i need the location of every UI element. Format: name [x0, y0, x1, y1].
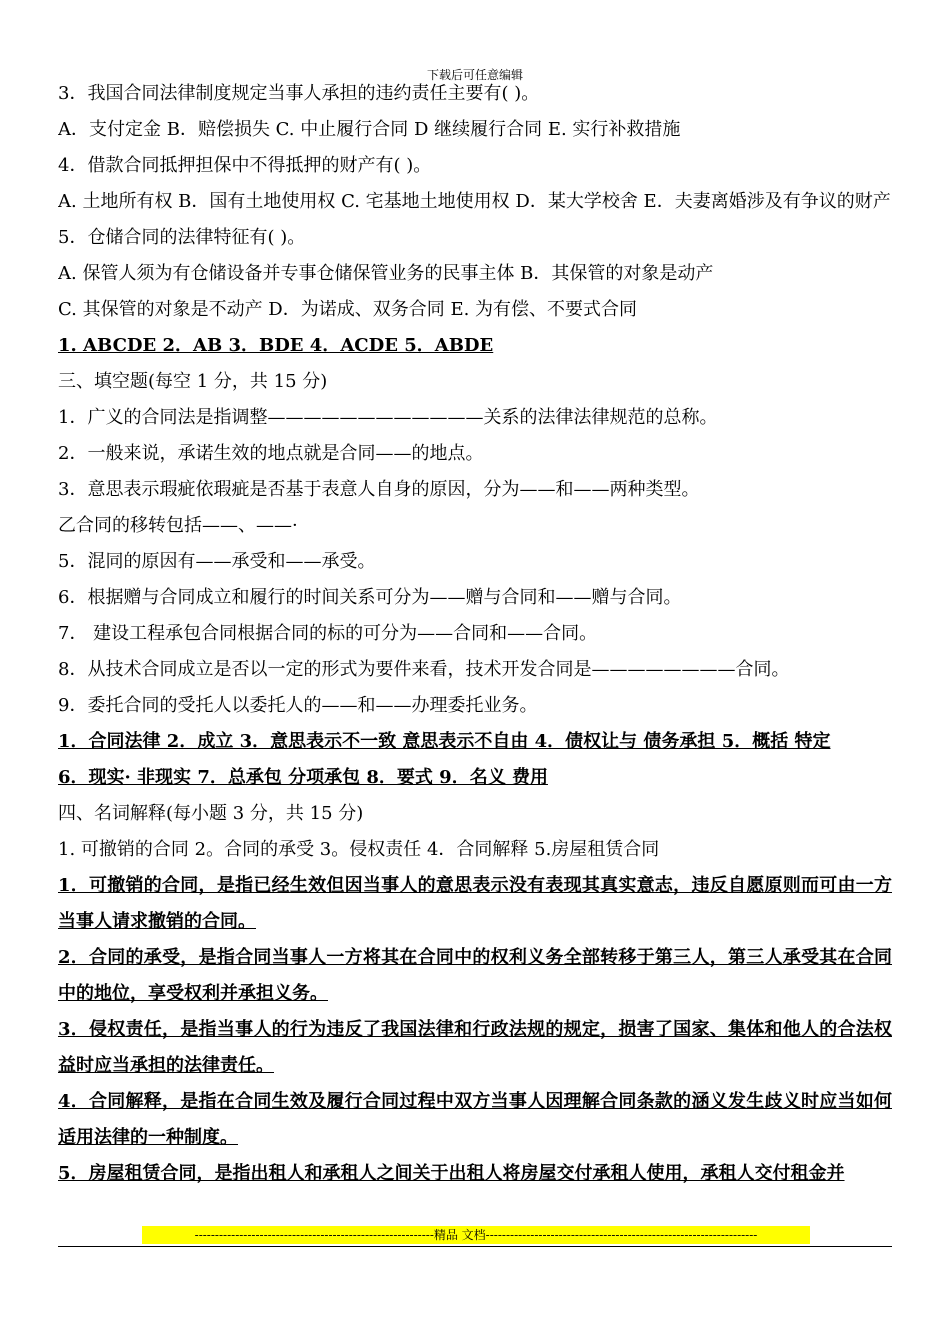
line-text: 7． 建设工程承包合同根据合同的标的可分为——合同和——合同。 — [58, 623, 598, 644]
text-line — [58, 220, 892, 256]
line-text: 4．合同解释，是指在合同生效及履行合同过程中双方当事人因理解合同条款的涵义发生歧义时应当如何适用法律的一种制度。 — [58, 1091, 892, 1148]
line-text: 乙合同的移转包括——、——· — [58, 515, 298, 536]
text-line — [58, 364, 892, 400]
answer-line — [58, 868, 892, 940]
text-line — [58, 508, 892, 544]
line-text: C. 其保管的对象是不动产 D．为诺成、双务合同 E. 为有偿、不要式合同 — [58, 299, 638, 320]
line-text: 5．仓储合同的法律特征有( )。 — [58, 227, 306, 248]
line-text: 三、填空题(每空 1 分，共 15 分) — [58, 371, 328, 392]
line-text: 1．可撤销的合同，是指已经生效但因当事人的意思表示没有表现其真实意志，违反自愿原则而可由一方当事人请求撤销的合同。 — [58, 875, 892, 932]
line-text: 5．房屋租赁合同，是指出租人和承租人之间关于出租人将房屋交付承租人使用，承租人交付租金并 — [58, 1163, 845, 1184]
line-text: 3．意思表示瑕疵依瑕疵是否基于表意人自身的原因，分为——和——两种类型。 — [58, 479, 700, 500]
line-text: 2．一般来说，承诺生效的地点就是合同——的地点。 — [58, 443, 484, 464]
text-line — [58, 292, 892, 328]
answer-line — [58, 1084, 892, 1156]
text-line — [58, 832, 892, 868]
text-line — [58, 688, 892, 724]
text-line — [58, 76, 892, 112]
text-line — [58, 616, 892, 652]
line-text: A．支付定金 B．赔偿损失 C. 中止履行合同 D 继续履行合同 E. 实行补救措施 — [58, 119, 681, 140]
line-text: 2．合同的承受，是指合同当事人一方将其在合同中的权利义务全部转移于第三人，第三人承受其在合同中的地位，享受权利并承担义务。 — [58, 947, 892, 1004]
line-text: 四、名词解释(每小题 3 分，共 15 分) — [58, 803, 364, 824]
answer-line — [58, 760, 892, 796]
line-text: 8．从技术合同成立是否以一定的形式为要件来看，技术开发合同是————————合同。 — [58, 659, 790, 680]
line-text: 5．混同的原因有——承受和——承受。 — [58, 551, 376, 572]
text-line — [58, 400, 892, 436]
line-text: 4．借款合同抵押担保中不得抵押的财产有( )。 — [58, 155, 432, 176]
line-text: 3．侵权责任，是指当事人的行为违反了我国法律和行政法规的规定，损害了国家、集体和他人的合法权益时应当承担的法律责任。 — [58, 1019, 892, 1076]
line-text: A. 保管人须为有仓储设备并专事仓储保管业务的民事主体 B．其保管的对象是动产 — [58, 263, 714, 284]
text-line — [58, 652, 892, 688]
line-text: 1．合同法律 2．成立 3．意思表示不一致 意思表示不自由 4．债权让与 债务承担 5．概括 特定 — [58, 731, 831, 752]
header-note: 下载后可任意编辑 — [426, 68, 523, 82]
text-line — [58, 436, 892, 472]
text-line — [58, 148, 892, 184]
line-text: 9．委托合同的受托人以委托人的——和——办理委托业务。 — [58, 695, 538, 716]
text-line — [58, 184, 892, 220]
answer-line — [58, 940, 892, 1012]
text-line — [58, 112, 892, 148]
line-text: 1. ABCDE 2．AB 3．BDE 4．ACDE 5．ABDE — [58, 335, 494, 356]
text-line — [58, 256, 892, 292]
line-text: 1．广义的合同法是指调整————————————关系的法律法律规范的总称。 — [58, 407, 718, 428]
answer-line — [58, 724, 892, 760]
line-text: 1. 可撤销的合同 2。合同的承受 3。侵权责任 4．合同解释 5.房屋租赁合同 — [58, 839, 660, 860]
text-line — [58, 580, 892, 616]
footer-rule — [58, 1226, 892, 1247]
text-line — [58, 544, 892, 580]
answer-line — [58, 1156, 892, 1192]
text-line — [58, 472, 892, 508]
answer-line — [58, 328, 892, 364]
line-text: A. 土地所有权 B．国有土地使用权 C. 宅基地土地使用权 D．某大学校舍 E．夫妻离婚涉及有争议的财产 — [58, 191, 891, 212]
line-text: 6．现实· 非现实 7．总承包 分项承包 8．要式 9．名义 费用 — [58, 767, 548, 788]
document-body — [58, 76, 892, 1192]
answer-line — [58, 1012, 892, 1084]
line-text: 3．我国合同法律制度规定当事人承担的违约责任主要有( )。 — [58, 83, 540, 104]
footer-banner: -----------------------------------------------------------精品 文档------------------------------------------------------------------- — [142, 1226, 810, 1244]
line-text: 6．根据赠与合同成立和履行的时间关系可分为——赠与合同和——赠与合同。 — [58, 587, 682, 608]
text-line — [58, 796, 892, 832]
